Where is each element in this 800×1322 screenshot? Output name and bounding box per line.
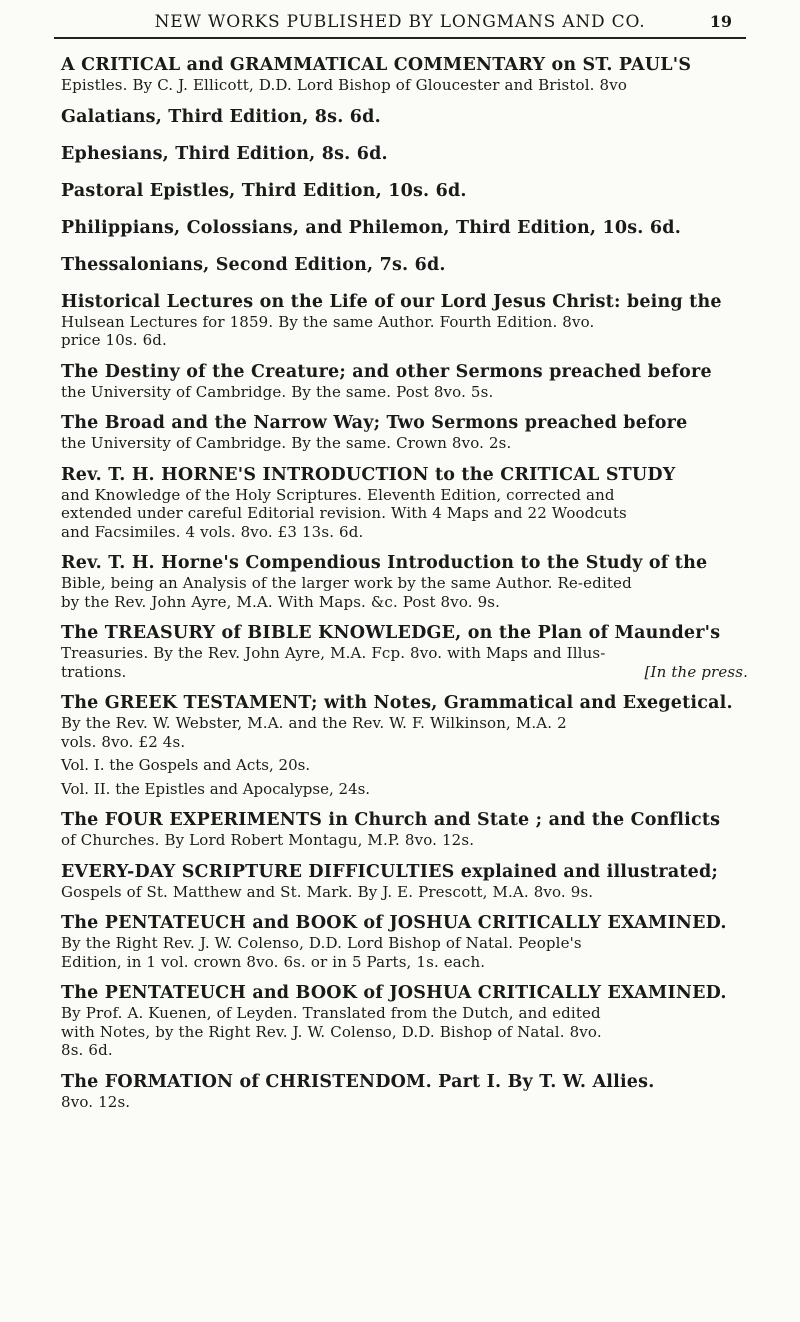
entry-heading: Thessalonians, Second Edition, 7s. 6d.	[61, 254, 446, 275]
entry-heading: The PENTATEUCH and BOOK of JOSHUA CRITICALLY EXAMINED.	[61, 983, 727, 1003]
entry-heading: Rev. T. H. Horne's Compendious Introduction to the Study of the	[61, 553, 708, 573]
entry-heading: A CRITICAL and GRAMMATICAL COMMENTARY on ST. PAUL'S	[61, 55, 692, 75]
entry-description-text: trations.	[61, 662, 127, 681]
entry-description-line: of Churches. By Lord Robert Montagu, M.P. 8vo. 12s.	[61, 831, 475, 849]
catalogue-entry	[61, 1071, 748, 1112]
header-rule	[54, 37, 746, 39]
catalogue-entry	[61, 143, 748, 165]
entry-description-line: Bible, being an Analysis of the larger work by the same Author. Re-edited	[61, 574, 632, 592]
entry-description-line: and Facsimiles. 4 vols. 8vo. £3 13s. 6d.	[61, 522, 364, 541]
entry-description-line: and Knowledge of the Holy Scriptures. Eleventh Edition, corrected and	[61, 485, 615, 504]
catalogue-entry	[61, 361, 748, 402]
catalogue-entry	[61, 912, 748, 971]
entry-heading: Rev. T. H. HORNE'S INTRODUCTION to the CRITICAL STUDY	[61, 464, 676, 485]
entry-description-line: Gospels of St. Matthew and St. Mark. By J. E. Prescott, M.A. 8vo. 9s.	[61, 882, 594, 901]
entry-heading: Philippians, Colossians, and Philemon, Third Edition, 10s. 6d.	[61, 217, 681, 238]
entry-description-line: By Prof. A. Kuenen, of Leyden. Translated from the Dutch, and edited	[61, 1004, 601, 1022]
running-header	[58, 8, 742, 38]
running-header-title: NEW WORKS PUBLISHED BY LONGMANS AND CO.	[154, 12, 646, 32]
entry-description-line: extended under careful Editorial revision. With 4 Maps and 22 Woodcuts	[61, 504, 627, 522]
catalogue-entry	[61, 412, 748, 453]
catalogue-entry	[61, 291, 748, 350]
entry-heading: The FOUR EXPERIMENTS in Church and State ; and the Conflicts	[61, 810, 721, 830]
catalogue-entry	[61, 217, 748, 239]
catalogue-entry	[61, 552, 748, 611]
entry-heading: The FORMATION of CHRISTENDOM. Part I. By T. W. Allies.	[61, 1071, 655, 1092]
entry-description-line: with Notes, by the Right Rev. J. W. Colenso, D.D. Bishop of Natal. 8vo.	[61, 1022, 602, 1041]
volume-line: Vol. I. the Gospels and Acts, 20s.	[61, 756, 311, 774]
entry-heading: The TREASURY of BIBLE KNOWLEDGE, on the Plan of Maunder's	[61, 623, 721, 643]
entry-description-line: Epistles. By C. J. Ellicott, D.D. Lord Bishop of Gloucester and Bristol. 8vo	[61, 76, 628, 94]
entry-heading: Pastoral Epistles, Third Edition, 10s. 6d.	[61, 180, 467, 201]
catalogue-entry	[61, 692, 748, 798]
catalogue-entry	[61, 861, 748, 902]
entry-heading: The PENTATEUCH and BOOK of JOSHUA CRITICALLY EXAMINED.	[61, 913, 727, 933]
entry-heading: Historical Lectures on the Life of our Lord Jesus Christ: being the	[61, 291, 722, 312]
entry-heading: Ephesians, Third Edition, 8s. 6d.	[61, 143, 388, 164]
entry-description-line: by the Rev. John Ayre, M.A. With Maps. &c. Post 8vo. 9s.	[61, 592, 501, 611]
catalogue-entry	[61, 106, 748, 128]
entry-heading: The GREEK TESTAMENT; with Notes, Grammatical and Exegetical.	[61, 693, 733, 713]
entry-heading: Galatians, Third Edition, 8s. 6d.	[61, 106, 381, 127]
press-note: [In the press.	[644, 662, 748, 681]
catalogue-entry	[61, 54, 748, 95]
entry-description-line: Treasuries. By the Rev. John Ayre, M.A. Fcp. 8vo. with Maps and Illus-	[61, 644, 606, 662]
entry-heading: The Destiny of the Creature; and other Sermons preached before	[61, 361, 712, 382]
catalogue-entry	[61, 254, 748, 276]
volume-line: Vol. II. the Epistles and Apocalypse, 24s.	[61, 779, 371, 798]
entry-heading: EVERY-DAY SCRIPTURE DIFFICULTIES explained and illustrated;	[61, 861, 719, 882]
entry-description-line: the University of Cambridge. By the same. Post 8vo. 5s.	[61, 382, 494, 401]
entry-description-line	[61, 663, 748, 682]
entry-description-line: 8vo. 12s.	[61, 1092, 131, 1111]
entry-description-line: By the Right Rev. J. W. Colenso, D.D. Lord Bishop of Natal. People's	[61, 934, 582, 952]
catalogue-entry	[61, 464, 748, 542]
page-number: 19	[709, 12, 732, 31]
entry-description-line: By the Rev. W. Webster, M.A. and the Rev. W. F. Wilkinson, M.A. 2	[61, 714, 567, 732]
catalogue-entry	[61, 180, 748, 202]
entry-heading: The Broad and the Narrow Way; Two Sermons preached before	[61, 413, 688, 433]
entry-description-line: 8s. 6d.	[61, 1041, 113, 1059]
catalogue-entry	[61, 982, 748, 1060]
entry-description-line: price 10s. 6d.	[61, 331, 167, 349]
catalogue-entry	[61, 809, 748, 850]
entry-description-line: the University of Cambridge. By the same. Crown 8vo. 2s.	[61, 434, 512, 452]
entry-description-line: Hulsean Lectures for 1859. By the same Author. Fourth Edition. 8vo.	[61, 312, 595, 331]
catalogue-entries	[61, 54, 748, 1122]
entry-description-line: vols. 8vo. £2 4s.	[61, 732, 186, 751]
catalogue-entry	[61, 622, 748, 681]
entry-description-line: Edition, in 1 vol. crown 8vo. 6s. or in 5 Parts, 1s. each.	[61, 952, 486, 971]
